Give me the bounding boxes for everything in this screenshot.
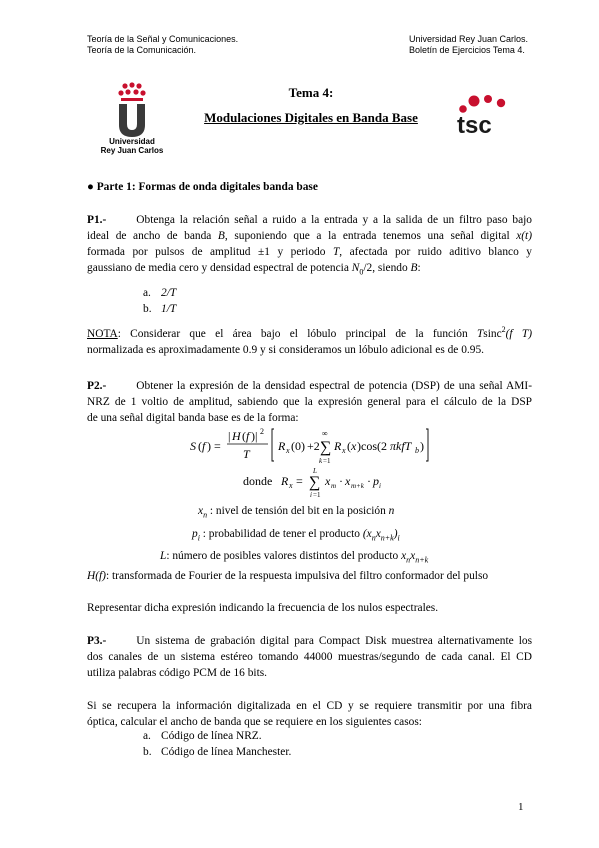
p1-options	[143, 285, 176, 317]
svg-text:∑: ∑	[309, 474, 321, 491]
p1-note-line1: NOTA: Considerar que el área bajo el lóbulo principal de la función Tsinc$^2$(f T)	[87, 325, 532, 340]
svg-text:x: x	[351, 439, 357, 453]
p3-para2-line2: óptica, calcular el ancho de banda que se requiere en los siguientes casos:	[87, 716, 422, 728]
p1-option-a: a. 2/T	[143, 287, 177, 299]
svg-text:L: L	[313, 467, 317, 475]
header-university: Universidad Rey Juan Carlos.	[409, 34, 529, 44]
svg-text:(0): (0)	[291, 439, 305, 453]
svg-text:πkfT: πkfT	[390, 439, 412, 453]
svg-text:2: 2	[260, 427, 264, 436]
doc-subtitle: Modulaciones Digitales en Banda Base	[204, 110, 418, 125]
rx-formula	[243, 467, 383, 499]
p1-option-b: b. 1/T	[143, 303, 177, 315]
svg-text:k: k	[319, 457, 323, 465]
urjc-logo	[92, 82, 172, 155]
svg-text:): )	[207, 439, 211, 453]
p1-line2: ideal de ancho de banda B, suponiendo que a la entrada tenemos una señal digital x(t)	[87, 230, 532, 242]
svg-text:)cos(2: )cos(2	[357, 439, 387, 453]
tsc-logo-text: tsc	[457, 112, 492, 137]
header-bulletin: Boletín de Ejercicios Tema 4.	[409, 45, 525, 55]
svg-text:i: i	[310, 491, 312, 499]
tsc-logo	[455, 95, 513, 142]
p1-line4: gaussiano de media cero y densidad espectral de potencia $N_0/2$, siendo B:	[87, 262, 421, 277]
def-pi: $p_i$ : probabilidad de tener el producto $(x_nx_{n+k})_i$	[192, 528, 400, 543]
urjc-crest-icon	[92, 82, 172, 138]
header-left	[87, 34, 238, 56]
p2-line1: P2.- Obtener la expresión de la densidad espectral de potencia (DSP) de una señal AMI-	[87, 380, 532, 392]
p1-line3: formada por pulsos de amplitud ±1 y periodo T, afectada por ruido aditivo blanco y	[87, 246, 532, 258]
p1-note	[87, 322, 532, 358]
svg-text:b: b	[415, 446, 419, 455]
p3-option-b: b. Código de línea Manchester.	[143, 746, 292, 758]
svg-text:m: m	[331, 482, 337, 490]
page-number: 1	[518, 801, 524, 813]
header-right	[409, 34, 528, 56]
def-L: L: número de posibles valores distintos del producto $x_nx_{n+k}$	[160, 550, 429, 565]
svg-text:T: T	[243, 447, 250, 461]
p3-line3: utiliza palabras código PCM de 16 bits.	[87, 667, 268, 679]
svg-text:x: x	[345, 474, 351, 488]
p3-option-a: a. Código de línea NRZ.	[143, 730, 262, 742]
svg-text:R: R	[278, 439, 286, 453]
svg-text:S: S	[190, 439, 196, 453]
svg-text:p: p	[373, 474, 379, 488]
svg-text:f: f	[246, 429, 250, 443]
p1-label: P1.-	[87, 214, 107, 226]
urjc-logo-text	[92, 137, 172, 155]
def-H: H(f): transformada de Fourier de la respuesta impulsiva del filtro conformador del pulso	[87, 570, 489, 582]
header-subject: Teoría de la Comunicación.	[87, 45, 197, 55]
def-xn: $x_n$ : nivel de tensión del bit en la posición n	[198, 505, 395, 520]
donde-label: donde	[243, 474, 273, 488]
svg-text:f: f	[202, 439, 206, 453]
svg-text:=1: =1	[313, 491, 321, 499]
svg-text:=: =	[296, 474, 303, 488]
dsp-formula	[190, 425, 430, 467]
doc-title: Tema 4:	[288, 85, 334, 100]
svg-text:·: ·	[367, 474, 371, 488]
p2-represent: Representar dicha expresión indicando la frecuencia de los nulos espectrales.	[87, 602, 439, 614]
svg-text:·: ·	[339, 474, 343, 488]
p2-label: P2.-	[87, 380, 107, 392]
svg-text:+2: +2	[307, 439, 320, 453]
svg-text:x: x	[342, 446, 346, 455]
urjc-logo-line2: Rey Juan Carlos	[100, 146, 164, 155]
tsc-logo-icon	[455, 95, 513, 137]
p3-line2: dos canales de un sistema estéreo tomando 44000 muestras/segundo de cada canal. El CD	[87, 651, 532, 663]
problem-3	[87, 633, 532, 681]
part-heading: ● Parte 1: Formas de onda digitales banda base	[87, 181, 318, 193]
svg-text:∑: ∑	[320, 439, 332, 456]
svg-text:R: R	[281, 474, 289, 488]
urjc-logo-line1: Universidad	[109, 137, 155, 146]
svg-text:x: x	[325, 474, 331, 488]
svg-text:(: (	[347, 439, 351, 453]
svg-text:|: |	[228, 429, 231, 443]
p3-para2-line1: Si se recupera la información digitalizada en el CD y se requiere transmitir por una fibra	[87, 700, 532, 712]
p3-para2	[87, 698, 532, 730]
svg-text:R: R	[334, 439, 342, 453]
svg-text:)|: )|	[251, 429, 258, 443]
svg-text:∞: ∞	[322, 429, 328, 438]
svg-text:(: (	[198, 439, 202, 453]
svg-text:H: H	[232, 429, 241, 443]
p1-line1: P1.- Obtenga la relación señal a ruido a la entrada y a la salida de un filtro paso bajo	[87, 214, 532, 226]
p2-line3: de una señal digital banda base es de la forma:	[87, 412, 299, 424]
problem-1	[87, 212, 532, 280]
problem-2	[87, 378, 532, 426]
svg-text:x: x	[289, 481, 293, 490]
svg-text:i: i	[379, 482, 381, 490]
p1-note-line2: normalizada es aproximadamente 0.9 y si consideramos un lóbulo adicional es de 0.95.	[87, 343, 484, 356]
svg-text:=: =	[214, 439, 221, 453]
p3-label: P3.-	[87, 635, 107, 647]
svg-text:m+k: m+k	[351, 482, 364, 490]
p3-line1: P3.- Un sistema de grabación digital para Compact Disk muestrea alternativamente los	[87, 635, 532, 647]
p2-line2: NRZ de 1 voltio de amplitud, sabiendo que la expresión general para el cálculo de la DSP	[87, 396, 532, 408]
svg-text:x: x	[286, 446, 290, 455]
svg-text:): )	[420, 439, 424, 453]
svg-text:(: (	[242, 429, 246, 443]
p3-options	[143, 728, 291, 760]
header-course: Teoría de la Señal y Comunicaciones.	[87, 34, 239, 44]
svg-text:=1: =1	[323, 457, 331, 465]
